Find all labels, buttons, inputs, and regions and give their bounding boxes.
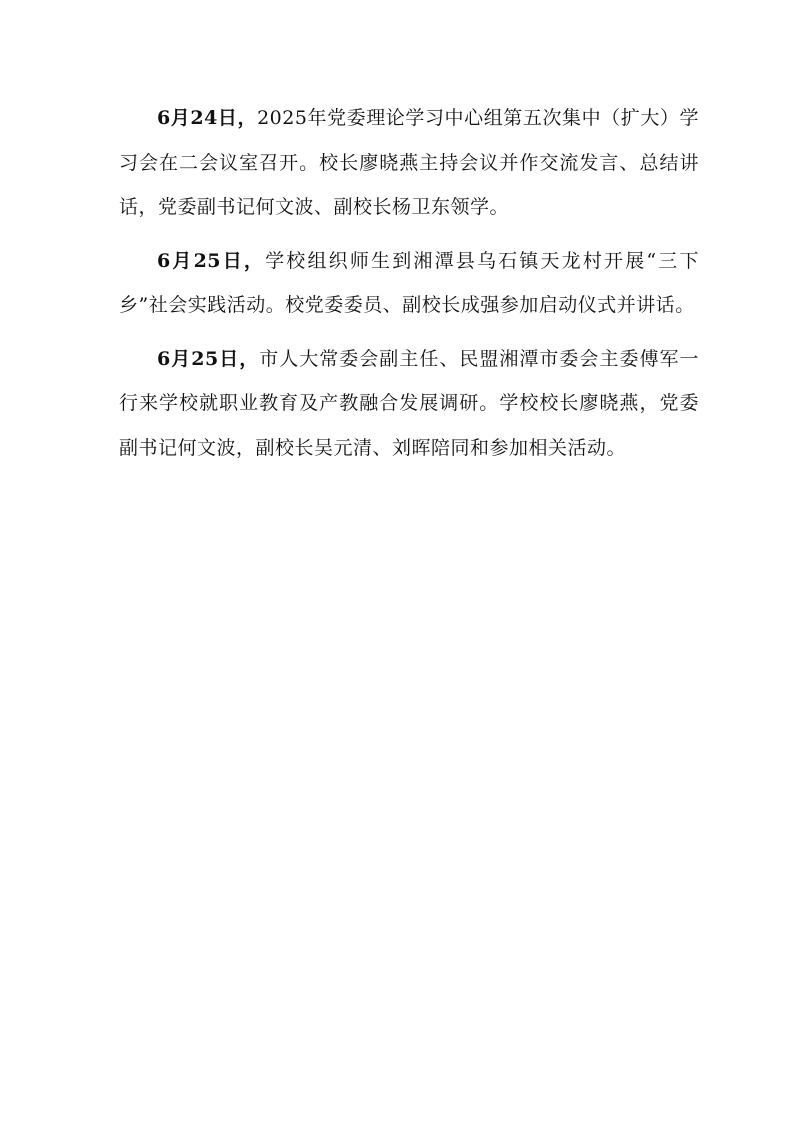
paragraph-date: 6月24日， <box>157 107 258 129</box>
paragraph-date: 6月25日， <box>157 347 260 370</box>
document-body <box>119 96 699 479</box>
news-paragraph-3 <box>119 337 699 471</box>
paragraph-text: 2025年党委理论学习中心组第五次集中（扩大）学习会在二会议室召开。校长廖晓燕主持会议并作交流发言、总结讲话，党委副书记何文波、副校长杨卫东领学。 <box>119 107 699 218</box>
news-paragraph-1 <box>119 96 699 230</box>
paragraph-text: 市人大常委会副主任、民盟湘潭市委会主委傅军一行来学校就职业教育及产教融合发展调研。学校校长廖晓燕，党委副书记何文波，副校长吴元清、刘晖陪同和参加相关活动。 <box>119 347 699 459</box>
paragraph-date: 6月25日， <box>157 249 266 272</box>
news-paragraph-2 <box>119 239 699 328</box>
paragraph-text: 学校组织师生到湘潭县乌石镇天龙村开展“三下乡”社会实践活动。校党委委员、副校长成强参加启动仪式并讲话。 <box>119 249 699 316</box>
